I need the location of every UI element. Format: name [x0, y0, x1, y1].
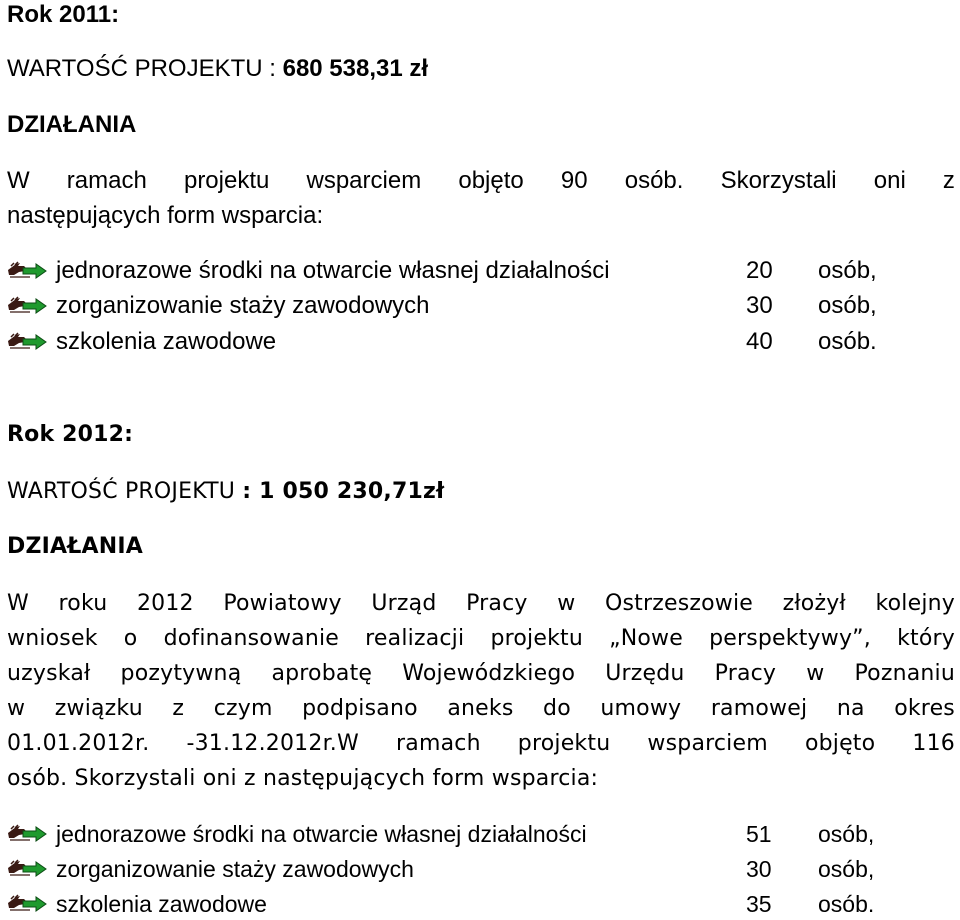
paragraph-word: roku [58, 591, 108, 616]
paragraph-word: Pracy [466, 591, 528, 616]
paragraph-word: „Nowe [609, 626, 683, 651]
paragraph-word: w [806, 661, 825, 686]
paragraph-word: projektu [183, 167, 270, 194]
support-form-count: 51 [746, 820, 772, 847]
support-list-item [6, 256, 877, 286]
paragraph-word: 01.01.2012r. [7, 731, 150, 756]
project-value-2012 [7, 477, 444, 507]
heading-2011: Rok 2011: [7, 1, 120, 28]
paragraph-2012-line-1 [7, 589, 955, 619]
hand-arrow-icon [6, 858, 48, 880]
paragraph-word: Skorzystali [720, 167, 837, 194]
paragraph-word: osób. [624, 167, 684, 194]
paragraph-word: podpisano [302, 696, 418, 721]
paragraph-word: złożył [782, 591, 846, 616]
support-form-unit: osób, [818, 820, 875, 847]
support-form-count: 40 [746, 328, 773, 355]
paragraph-word: ramach [66, 167, 147, 194]
paragraph-word: objęto [458, 167, 524, 194]
paragraph-word: w [557, 591, 576, 616]
hand-arrow-icon [6, 893, 48, 915]
support-form-count: 30 [746, 855, 772, 882]
paragraph-word: W [7, 167, 30, 194]
support-form-count: 35 [746, 890, 772, 917]
paragraph-word: perspektywy”, [709, 626, 871, 651]
paragraph-2012-line-5 [7, 729, 955, 759]
paragraph-2012-line-3 [7, 659, 955, 689]
paragraph-word: aneks [447, 696, 514, 721]
paragraph-2012-line-2 [7, 624, 955, 654]
paragraph-word: wsparciem [647, 731, 768, 756]
support-form-unit: osób, [818, 292, 877, 319]
actions-heading-2011: DZIAŁANIA [7, 111, 137, 138]
support-list-item [6, 819, 874, 849]
support-form-label: zorganizowanie staży zawodowych [56, 855, 414, 882]
hand-arrow-icon [6, 331, 48, 353]
hand-arrow-icon [6, 823, 48, 845]
paragraph-word: Wojewódzkiego [402, 661, 576, 686]
support-form-label: szkolenia zawodowe [56, 328, 277, 355]
paragraph-word: z [172, 696, 185, 721]
paragraph-word: oni [873, 167, 906, 194]
project-value-2011 [7, 54, 428, 84]
hand-arrow-icon [6, 295, 48, 317]
paragraph-word: Powiatowy [223, 591, 342, 616]
support-list-item [6, 291, 877, 321]
hand-arrow-icon [6, 260, 48, 282]
support-list-item [6, 327, 877, 357]
support-form-count: 30 [746, 292, 773, 319]
paragraph-word: Urząd [371, 591, 437, 616]
paragraph-2012-last-line: osób. Skorzystali oni z następujących form wsparcia: [7, 766, 599, 791]
project-value-amount: 680 538,31 zł [282, 55, 429, 82]
paragraph-word: uzyskał [7, 661, 91, 686]
support-form-unit: osób. [818, 328, 877, 355]
support-form-label: zorganizowanie staży zawodowych [56, 292, 430, 319]
support-list-item [6, 889, 874, 919]
support-form-unit: osób, [818, 257, 877, 284]
paragraph-word: Poznaniu [854, 661, 955, 686]
paragraph-word: projektu [517, 731, 611, 756]
paragraph-word: objęto [804, 731, 876, 756]
paragraph-word: projektu [490, 626, 583, 651]
paragraph-word: realizacji [365, 626, 465, 651]
paragraph-word: Pracy [714, 661, 777, 686]
support-form-label: jednorazowe środki na otwarcie własnej działalności [56, 257, 610, 284]
paragraph-word: ramach [396, 731, 481, 756]
heading-2012: Rok 2012: [7, 422, 134, 447]
paragraph-word: który [897, 626, 955, 651]
paragraph-word: aprobatę [271, 661, 373, 686]
support-form-label: szkolenia zawodowe [56, 890, 267, 917]
actions-heading-2012: DZIAŁANIA [7, 534, 144, 559]
paragraph-word: wsparciem [306, 167, 422, 194]
project-value-label: WARTOŚĆ PROJEKTU [7, 479, 243, 504]
paragraph-word: pozytywną [120, 661, 242, 686]
paragraph-word: umowy [600, 696, 682, 721]
paragraph-word: do [543, 696, 571, 721]
paragraph-word: -31.12.2012r.W [186, 731, 359, 756]
support-form-unit: osób. [818, 890, 875, 917]
paragraph-word: W [7, 591, 29, 616]
paragraph-word: Ostrzeszowie [604, 591, 754, 616]
paragraph-word: z [942, 167, 955, 194]
paragraph-word: na [836, 696, 865, 721]
paragraph-word: czym [213, 696, 273, 721]
paragraph-2012-line-4 [7, 694, 955, 724]
paragraph-2011-line-1 [7, 166, 955, 196]
paragraph-word: 116 [912, 731, 955, 756]
paragraph-word: o [123, 626, 138, 651]
paragraph-word: w [7, 696, 26, 721]
paragraph-word: 90 [560, 167, 588, 194]
paragraph-2011-line-2: następujących form wsparcia: [7, 202, 324, 229]
paragraph-word: związku [54, 696, 143, 721]
paragraph-word: okres [894, 696, 955, 721]
paragraph-word: 2012 [136, 591, 194, 616]
project-value-amount: : 1 050 230,71zł [242, 479, 445, 504]
paragraph-word: dofinansowanie [163, 626, 340, 651]
support-list-item [6, 854, 874, 884]
project-value-label: WARTOŚĆ PROJEKTU : [7, 55, 283, 82]
paragraph-word: ramowej [710, 696, 808, 721]
support-form-label: jednorazowe środki na otwarcie własnej działalności [56, 820, 587, 847]
support-form-count: 20 [746, 257, 773, 284]
support-form-unit: osób, [818, 855, 875, 882]
paragraph-word: Urzędu [605, 661, 685, 686]
paragraph-word: kolejny [875, 591, 955, 616]
paragraph-word: wniosek [7, 626, 98, 651]
